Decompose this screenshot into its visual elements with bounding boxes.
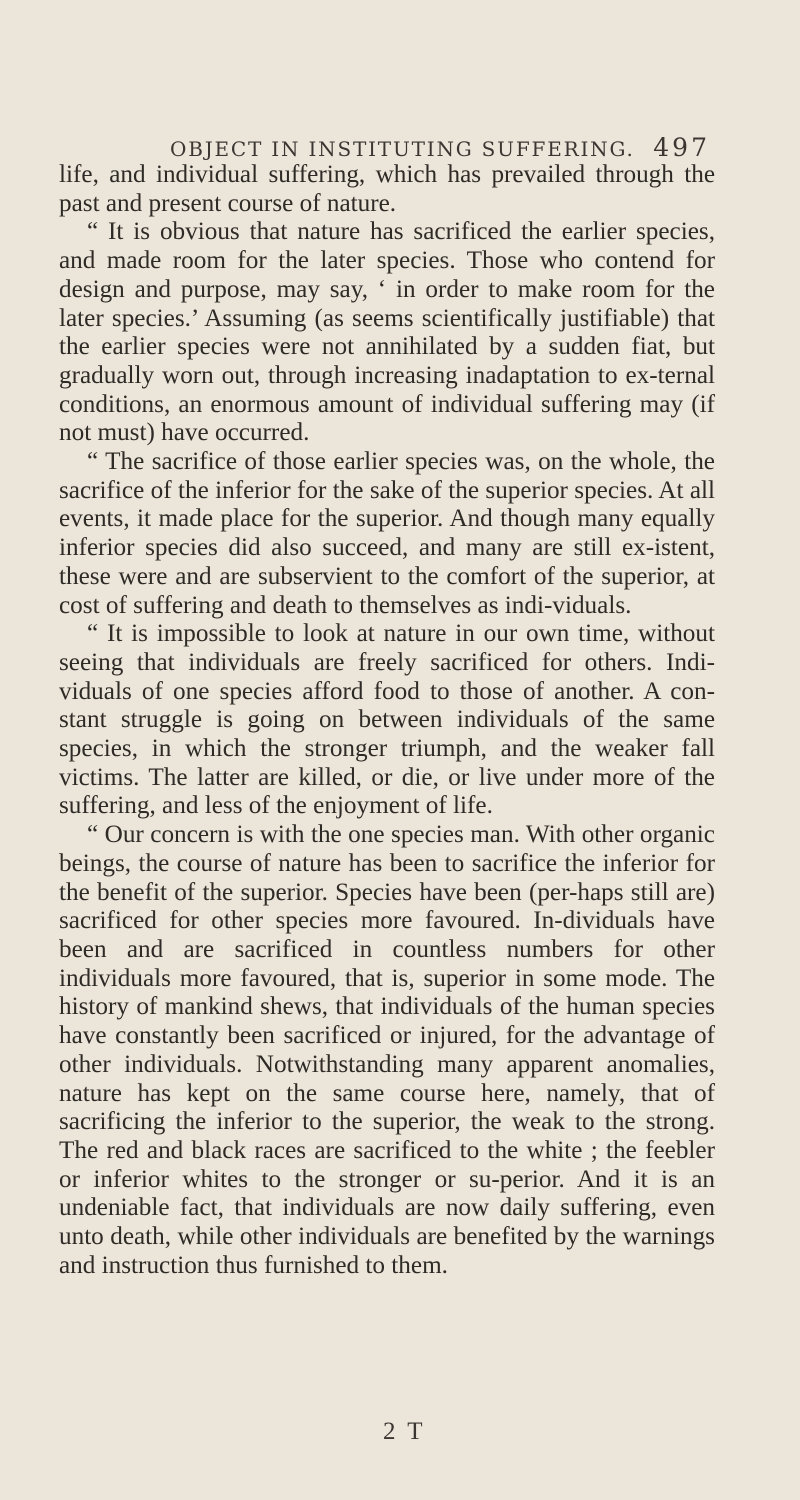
body-text bbox=[59, 161, 715, 1280]
page-number: 497 bbox=[653, 133, 710, 162]
paragraph-continuation: life, and individual suffering, which has prevailed through the past and present course of nature. bbox=[59, 161, 715, 217]
paragraph: “ It is impossible to look at nature in our own time, without seeing that individuals are freely sacrificed for others. Indi-viduals of one species afford food to those of another. A con-stant struggle is going on between individuals of the same species, in which the stronger triumph, and the weaker fall victims. The latter are killed, or die, or live under more of the suffering, and less of the enjoyment of life. bbox=[59, 620, 715, 820]
paragraph: “ It is obvious that nature has sacrificed the earlier species, and made room for the later species. Those who contend for design and purpose, may say, ‘ in order to make room for the later species.’ Assuming (as seems scientifically justifiable) that the earlier species were not annihilated by a sudden fiat, but gradually worn out, through increasing inadaptation to ex-ternal conditions, an enormous amount of individual suffering may (if not must) have occurred. bbox=[59, 218, 715, 447]
running-title: OBJECT IN INSTITUTING SUFFERING. bbox=[170, 137, 635, 161]
paragraph: “ Our concern is with the one species man. With other organic beings, the course of nature has been to sacrifice the inferior for the benefit of the superior. Species have been (per-haps still are) sacrificed for other species more favoured. In-dividuals have been and are sacrificed in countless numbers for other individuals more favoured, that is, superior in some mode. The history of mankind shews, that individuals of the human species have constantly been sacrificed or injured, for the advantage of other individuals. Notwithstanding many apparent anomalies, nature has kept on the same course here, namely, that of sacrificing the inferior to the superior, the weak to the strong. The red and black races are sacrificed to the white ; the feebler or inferior whites to the stronger or su-perior. And it is an undeniable fact, that individuals are now daily suffering, even unto death, while other individuals are benefited by the warnings and instruction thus furnished to them. bbox=[59, 821, 715, 1279]
paragraph: “ The sacrifice of those earlier species was, on the whole, the sacrifice of the inferior for the sake of the superior species. At all events, it made place for the superior. And though many equally inferior species did also succeed, and many are still ex-istent, these were and are subservient to the comfort of the superior, at cost of suffering and death to themselves as indi-viduals. bbox=[59, 448, 715, 619]
signature-mark: 2 T bbox=[383, 1418, 426, 1445]
